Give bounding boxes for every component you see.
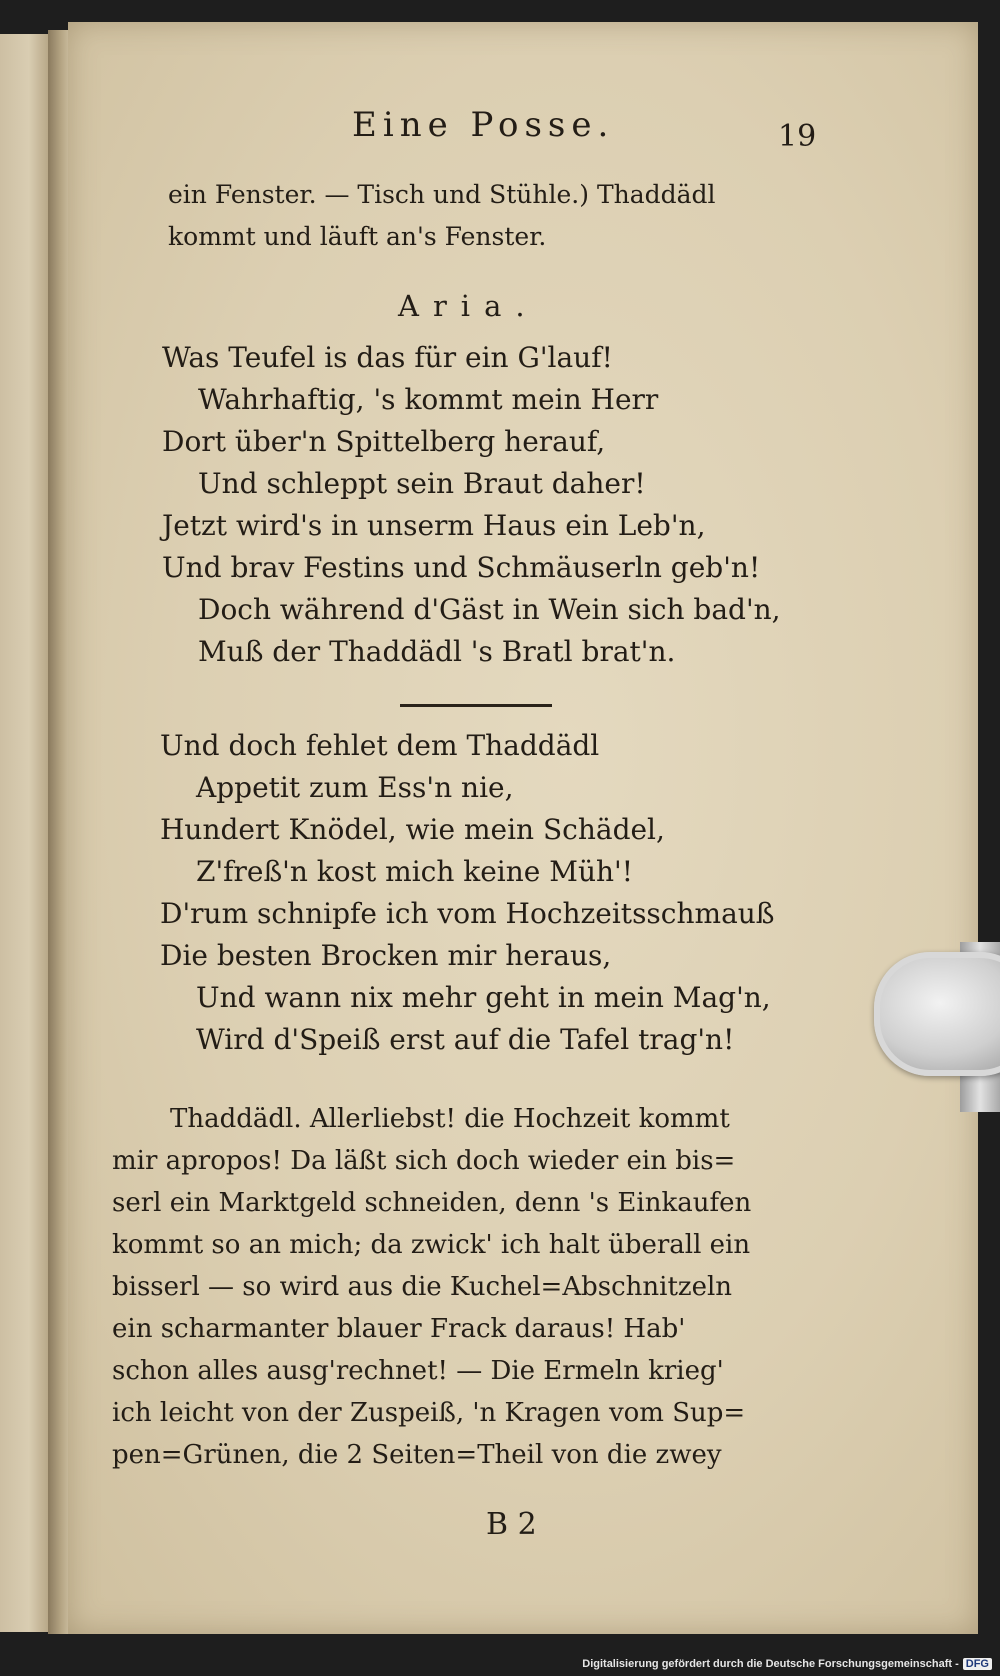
- aria-heading: Aria.: [398, 289, 539, 323]
- page-number: 19: [778, 119, 817, 154]
- prose-line: mir apropos! Da läßt sich doch wieder ein bis=: [112, 1146, 736, 1176]
- verse-line: Wird d'Speiß erst auf die Tafel trag'n!: [196, 1023, 735, 1056]
- verse-line: Und doch fehlet dem Thaddädl: [160, 729, 600, 762]
- prose-line: Thaddädl. Allerliebst! die Hochzeit kommt: [170, 1104, 730, 1134]
- verse-line: Dort über'n Spittelberg herauf,: [162, 425, 606, 458]
- dfg-logo-icon: DFG: [963, 1658, 992, 1670]
- verse-line: D'rum schnipfe ich vom Hochzeitsschmauß: [160, 897, 775, 930]
- verse-line: Wahrhaftig, 's kommt mein Herr: [198, 383, 659, 416]
- verse-line: Und wann nix mehr geht in mein Mag'n,: [196, 981, 771, 1014]
- signature-mark: B 2: [486, 1507, 537, 1542]
- prose-line: bisserl — so wird aus die Kuchel=Abschnitzeln: [112, 1272, 733, 1302]
- verse-line: Hundert Knödel, wie mein Schädel,: [160, 813, 665, 846]
- credit-text: Digitalisierung gefördert durch die Deutsche Forschungsgemeinschaft -: [582, 1658, 959, 1670]
- prose-line: pen=Grünen, die 2 Seiten=Theil von die zwey: [112, 1440, 722, 1470]
- verse-line: Was Teufel is das für ein G'lauf!: [162, 341, 613, 374]
- prose-line: schon alles ausg'rechnet! — Die Ermeln krieg': [112, 1356, 724, 1386]
- verse-line: Appetit zum Ess'n nie,: [196, 771, 514, 804]
- verse-line: Die besten Brocken mir heraus,: [160, 939, 612, 972]
- verse-line: Muß der Thaddädl 's Bratl brat'n.: [198, 635, 676, 668]
- verse-line: Doch während d'Gäst in Wein sich bad'n,: [198, 593, 781, 626]
- prose-line: kommt so an mich; da zwick' ich halt überall ein: [112, 1230, 751, 1260]
- stage-direction-line: ein Fenster. — Tisch und Stühle.) Thaddädl: [168, 180, 716, 209]
- prose-line: ein scharmanter blauer Frack daraus! Hab': [112, 1314, 686, 1344]
- stage-direction-line: kommt und läuft an's Fenster.: [168, 222, 547, 251]
- verse-line: Z'freß'n kost mich keine Müh'!: [196, 855, 633, 888]
- running-title: Eine Posse.: [352, 105, 615, 145]
- verse-line: Und brav Festins und Schmäuserln geb'n!: [162, 551, 761, 584]
- facing-page-edge: [0, 34, 50, 1632]
- stanza-divider: [400, 704, 552, 707]
- digitization-credit: [582, 1658, 992, 1670]
- prose-line: serl ein Marktgeld schneiden, denn 's Einkaufen: [112, 1188, 752, 1218]
- verse-line: Und schleppt sein Braut daher!: [198, 467, 646, 500]
- prose-line: ich leicht von der Zuspeiß, 'n Kragen vom Sup=: [112, 1398, 746, 1428]
- verse-line: Jetzt wird's in unserm Haus ein Leb'n,: [162, 509, 706, 542]
- book-gutter: [48, 30, 70, 1634]
- magnifier-icon: [874, 952, 1000, 1076]
